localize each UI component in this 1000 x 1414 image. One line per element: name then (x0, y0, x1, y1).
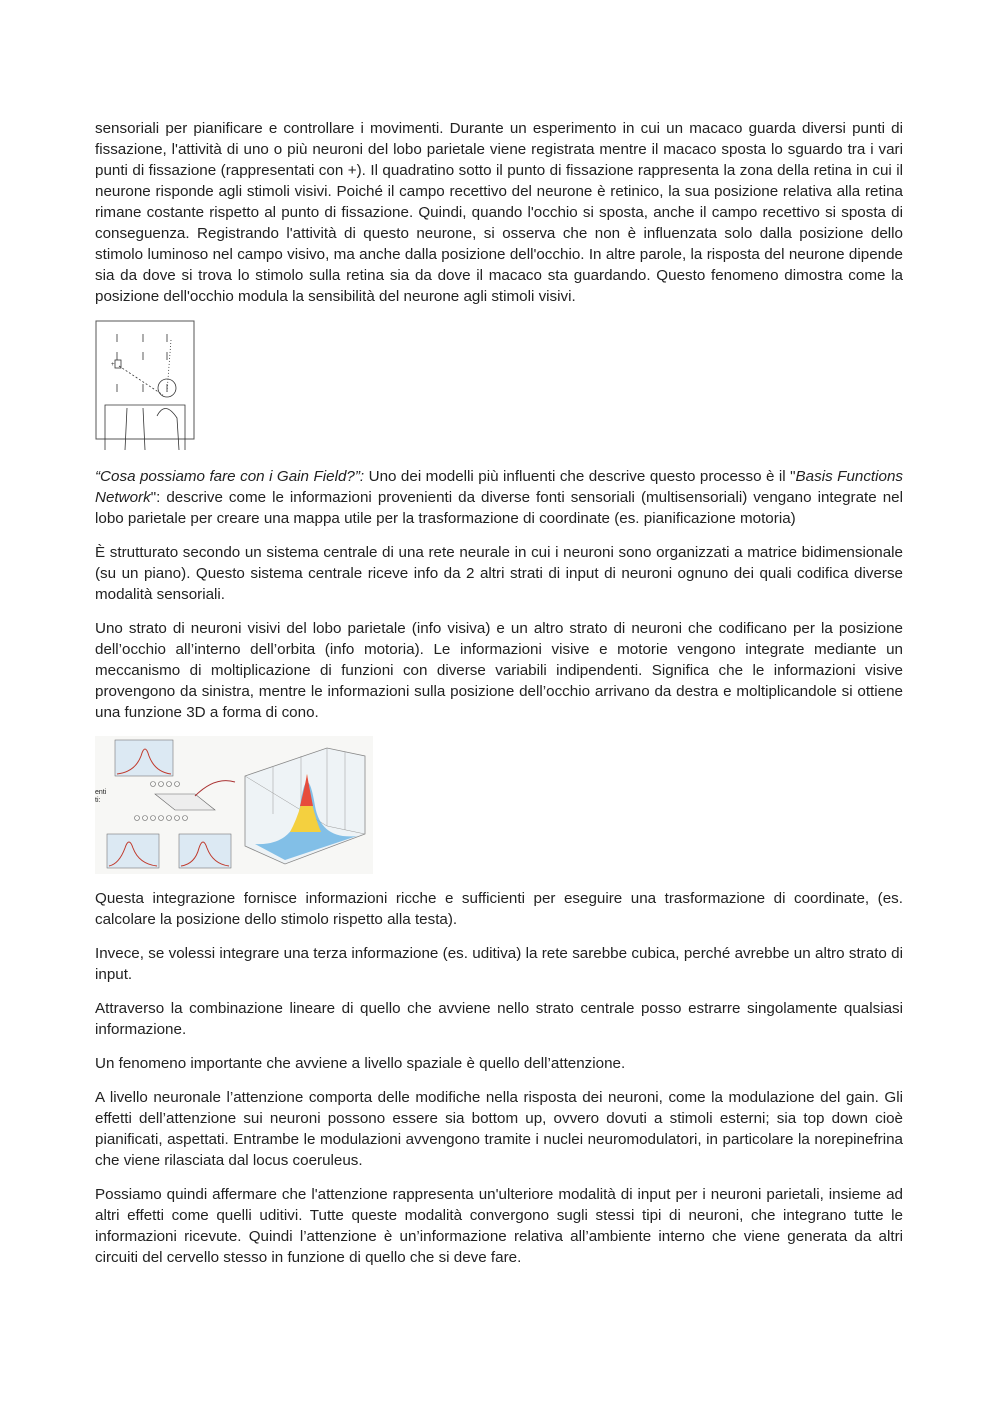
fixation-cross-label: + (111, 362, 115, 368)
paragraph-5: Questa integrazione fornisce informazioni ricche e sufficienti per eseguire una trasformazione di coordinate, (es. calcolare la posizione dello stimolo rispetto alla testa). (95, 890, 903, 928)
paragraph-8: Un fenomeno importante che avviene a livello spaziale è quello dell’attenzione. (95, 1055, 626, 1072)
paragraph-7: Attraverso la combinazione lineare di quello che avviene nello strato centrale posso estrarre singolamente qualsiasi informazione. (95, 1000, 903, 1038)
macaque-fixation-figure (95, 320, 195, 452)
paragraph-10: Possiamo quindi affermare che l'attenzione rappresenta un'ulteriore modalità di input per i neuroni parietali, insieme ad altri effetti come quelli uditivi. Tutte queste modalità convergono sugli stessi tipi di neuroni, che integrano tutte le informazioni ricevute. Quindi l’attenzione è un’informazione relativa all’ambiente interno che viene generata da altri circuiti del cervello stesso in funzione di quello che si deve fare. (95, 1186, 903, 1266)
document-page (95, 118, 903, 1281)
paragraph-9: A livello neuronale l’attenzione comporta delle modifiche nella risposta dei neuroni, come la modulazione del gain. Gli effetti dell’attenzione sui neuroni possono essere sia bottom up, ovvero dovuti a stimoli esterni; sia top down cioè pianificati, aspettati. Entrambe le modulazioni avvengono tramite i nuclei neuromodulatori, in particolare la norepinefrina che viene rilasciata dal locus coeruleus. (95, 1089, 903, 1169)
paragraph-2-text-b: ": descrive come le informazioni provenienti da diverse fonti sensoriali (multisensoriali) vengano integrate nel lobo parietale per creare una mappa utile per la trasformazione di coordinate (es. pianificazione motoria) (95, 489, 903, 527)
paragraph-6: Invece, se volessi integrare una terza informazione (es. uditiva) la rete sarebbe cubica, perché avrebbe un altro strato di input. (95, 945, 903, 983)
basis-functions-network-figure (95, 736, 373, 874)
paragraph-3: È strutturato secondo un sistema centrale di una rete neurale in cui i neuroni sono organizzati a matrice bidimensionale (su un piano). Questo sistema centrale riceve info da 2 altri strati di input di neuroni ognuno dei quali codifica diverse modalità sensoriali. (95, 544, 903, 603)
paragraph-2 (95, 466, 903, 529)
paragraph-1: sensoriali per pianificare e controllare i movimenti. Durante un esperimento in cui un macaco guarda diversi punti di fissazione, l'attività di uno o più neuroni del lobo parietale viene registrata mentre il macaco sposta lo sguardo tra i vari punti di fissazione (rappresentati con +). Il quadratino sotto il punto di fissazione rappresenta la zona della retina in cui il neurone risponde agli stimoli visivi. Poiché il campo recettivo del neurone è retinico, la sua posizione relativa alla retina rimane costante rispetto al punto di fissazione. Quindi, quando l'occhio si sposta, anche il campo recettivo si sposta di conseguenza. Registrando l'attività di questo neurone, si osserva che non è influenzata solo dalla posizione dello stimolo luminoso nel campo visivo, ma anche dalla posizione dell'occhio. In altre parole, la risposta del neurone dipende sia da dove si trova lo stimolo sulla retina sia da dove il macaco sta guardando. Questo fenomeno dimostra come la posizione dell'occhio modula la sensibilità del neurone agli stimoli visivi. (95, 120, 903, 305)
paragraph-2-text-a: Uno dei modelli più influenti che descrive questo processo è il " (364, 468, 796, 485)
figure-label-a: enti (95, 789, 107, 796)
gain-field-question: “Cosa possiamo fare con i Gain Field?”: (95, 468, 365, 485)
paragraph-4: Uno strato di neuroni visivi del lobo parietale (info visiva) e un altro strato di neuroni che codificano per la posizione dell’occhio all’interno dell’orbita (info motoria). Le informazioni visive e motorie vengono integrate mediante un meccanismo di moltiplicazione di funzioni con diverse variabili indipendenti. Significa che le informazioni visive provengono da sinistra, mentre le informazioni sulla posizione dell’occhio arrivano da destra e moltiplicandole si ottiene una funzione 3D a forma di cono. (95, 620, 903, 721)
basis-functions-network-term: Basis Functions Network (95, 468, 904, 506)
figure-label-b: ti: (95, 797, 101, 804)
